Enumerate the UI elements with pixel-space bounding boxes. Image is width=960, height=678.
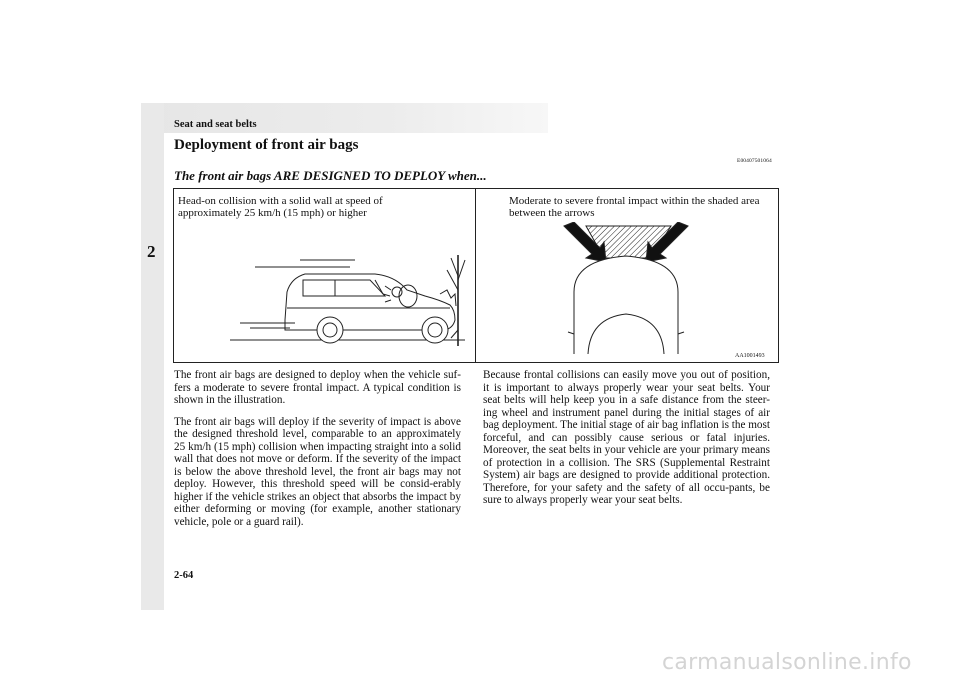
body-paragraph: Because frontal collisions can easily move you out of position, it is important to always properly wear your seat belts. Your seat belts will help keep you in a safe distance from the steer-ing wheel and instrument panel during the initial stages of air bag deployment. The initial stage of air bag inflation is the most forceful, and can possibly cause serious or fatal injuries. Moreover, the seat belts in your vehicle are your primary means of protection in a collision. The SRS (Supplemental Restraint System) air bags are designed to provide additional protection. Therefore, for your safety and the safety of all occu-pants, be sure to always properly wear your seat belts. bbox=[483, 369, 770, 506]
airbag bbox=[399, 285, 417, 307]
section-title: Seat and seat belts bbox=[174, 119, 257, 130]
van-window bbox=[303, 280, 385, 296]
watermark[interactable]: carmanualsonline.info bbox=[662, 650, 912, 675]
left-body-column bbox=[174, 369, 461, 537]
wheel bbox=[317, 317, 343, 343]
left-illustration-caption: Head-on collision with a solid wall at speed of approximately 25 km/h (15 mph) or higher bbox=[178, 195, 383, 219]
right-illustration-caption: Moderate to severe frontal impact within the shaded area between the arrows bbox=[509, 195, 760, 219]
subheading: The front air bags ARE DESIGNED TO DEPLOY when... bbox=[174, 168, 487, 183]
minivan-crash-wall-illustration bbox=[225, 250, 470, 355]
car-body bbox=[574, 256, 678, 354]
illustration-divider bbox=[475, 188, 476, 363]
driver-head bbox=[392, 287, 402, 297]
reference-code: E00407501064 bbox=[737, 158, 772, 164]
chapter-number: 2 bbox=[147, 242, 156, 261]
illustration-code: AA1001493 bbox=[735, 353, 765, 359]
body-paragraph: The front air bags are designed to deploy when the vehicle suf-fers a moderate to severe frontal impact. A typical condition is shown in the illustration. bbox=[174, 369, 461, 406]
wheel bbox=[422, 317, 448, 343]
chapter-tab bbox=[141, 103, 164, 610]
page-number: 2-64 bbox=[174, 570, 194, 581]
right-body-column bbox=[483, 369, 770, 516]
vehicle-top-view-impact-zone-illustration bbox=[556, 222, 696, 354]
body-paragraph: The front air bags will deploy if the severity of impact is above the designed threshold level, comparable to an approximately 25 km/h (15 mph) collision when impacting straight into a solid wall that does not move or deform. If the severity of the impact is below the above threshold level, the front air bags may not deploy. However, this threshold speed will be consid-erably higher if the vehicle strikes an object that absorbs the impact by either deforming or moving (for example, another stationary vehicle, pole or a guard rail). bbox=[174, 415, 461, 528]
page-title: Deployment of front air bags bbox=[174, 137, 359, 153]
